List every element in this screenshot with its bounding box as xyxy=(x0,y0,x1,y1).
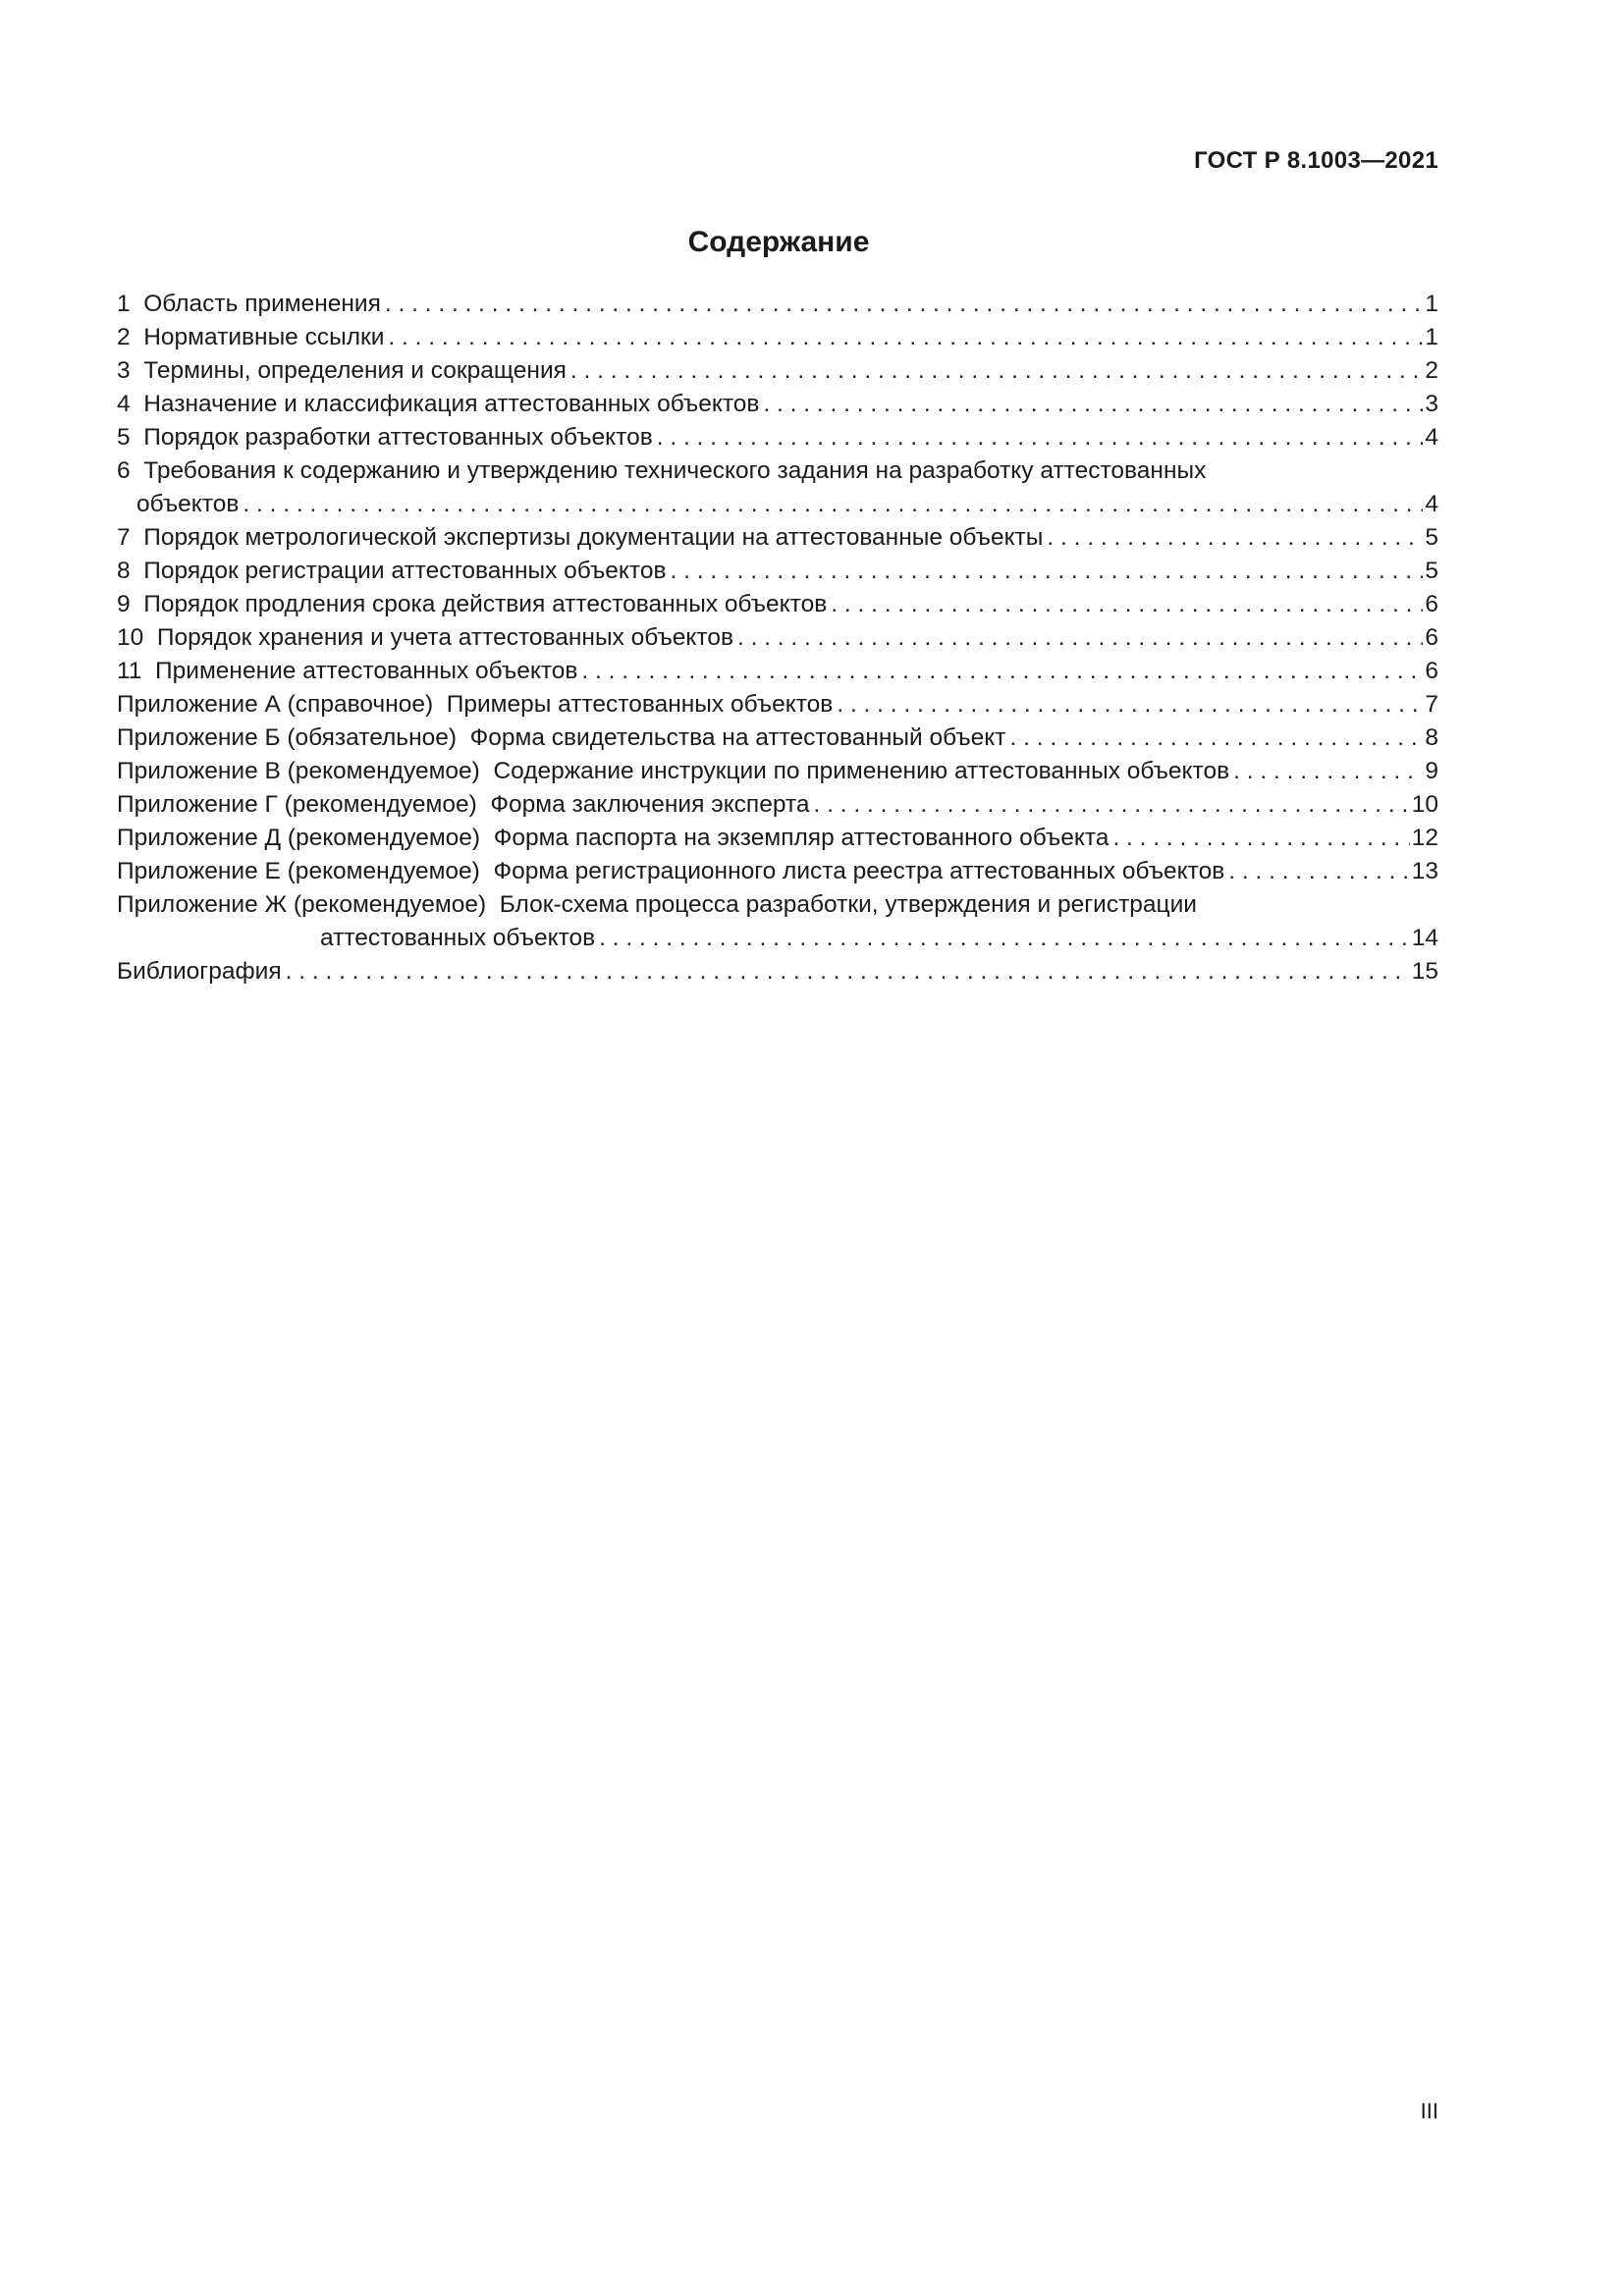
toc-leader-dots xyxy=(1010,721,1424,755)
toc-entry-appendix-first-line[interactable] xyxy=(117,888,1438,922)
toc-entry-page: 13 xyxy=(1411,858,1438,884)
toc-entry-first-line[interactable] xyxy=(117,454,1438,488)
toc-leader-dots xyxy=(286,955,1410,988)
toc-entry-continuation[interactable] xyxy=(117,922,1438,955)
toc-leader-dots xyxy=(671,555,1424,588)
toc-entry-label: 5 Порядок разработки аттестованных объектов xyxy=(117,424,653,451)
toc-entry-page: 15 xyxy=(1411,958,1438,985)
toc-entry-appendix[interactable] xyxy=(117,855,1438,888)
toc-entry-appendix[interactable] xyxy=(117,688,1438,721)
toc-entry[interactable] xyxy=(117,354,1438,388)
toc-entry-page: 6 xyxy=(1425,591,1438,617)
document-code: ГОСТ Р 8.1003—2021 xyxy=(1194,147,1438,174)
toc-entry-continuation[interactable] xyxy=(117,488,1438,521)
toc-entry-label: 4 Назначение и классификация аттестованных объектов xyxy=(117,391,760,417)
toc-leader-dots xyxy=(814,788,1410,822)
toc-leader-dots xyxy=(1112,822,1409,855)
toc-entry-label: Приложение А (справочное) Примеры аттестованных объектов xyxy=(117,691,834,718)
toc-entry-label: 10 Порядок хранения и учета аттестованных объектов xyxy=(117,624,733,651)
toc-entry-appendix[interactable] xyxy=(117,822,1438,855)
toc-leader-dots xyxy=(837,688,1423,721)
toc-title: Содержание xyxy=(687,226,870,258)
toc-leader-dots xyxy=(243,488,1423,521)
toc-entry-label: 11 Применение аттестованных объектов xyxy=(117,658,578,684)
toc-entry-page: 1 xyxy=(1425,291,1438,317)
toc-entry-appendix[interactable] xyxy=(117,755,1438,788)
toc-leader-dots xyxy=(657,421,1424,454)
toc-leader-dots xyxy=(570,354,1423,388)
toc-entry-page: 4 xyxy=(1425,491,1438,517)
toc-entry-label: 1 Область применения xyxy=(117,291,381,317)
toc-entry-page: 5 xyxy=(1425,558,1438,584)
toc-entry-label: Приложение Г (рекомендуемое) Форма заключения эксперта xyxy=(117,791,810,818)
toc-leader-dots xyxy=(1233,755,1423,788)
toc-entry-label: Приложение Ж (рекомендуемое) Блок-схема процесса разработки, утверждения и регистрации xyxy=(117,891,1197,918)
toc-entry-page: 7 xyxy=(1425,691,1438,718)
toc-entry[interactable] xyxy=(117,288,1438,321)
toc-entry-page: 12 xyxy=(1411,825,1438,851)
toc-entry-continuation-label: объектов xyxy=(136,491,240,517)
toc-entry-label: 7 Порядок метрологической экспертизы документации на аттестованные объекты xyxy=(117,524,1044,551)
toc-entry[interactable] xyxy=(117,588,1438,621)
toc-entry-label: Библиография xyxy=(117,958,282,985)
toc-entry[interactable] xyxy=(117,521,1438,555)
toc-entry-label: 9 Порядок продления срока действия аттестованных объектов xyxy=(117,591,828,617)
toc-leader-dots xyxy=(599,922,1410,955)
toc-entry[interactable] xyxy=(117,655,1438,688)
toc-entry[interactable] xyxy=(117,421,1438,454)
toc-entry-continuation-label: аттестованных объектов xyxy=(320,925,596,951)
toc-entry-label: Приложение Б (обязательное) Форма свидетельства на аттестованный объект xyxy=(117,724,1006,751)
toc-entry-page: 8 xyxy=(1425,724,1438,751)
toc-entry-page: 10 xyxy=(1411,791,1438,818)
toc-entry-page: 4 xyxy=(1425,424,1438,451)
toc-entry-label: Приложение Е (рекомендуемое) Форма регистрационного листа реестра аттестованных объектов xyxy=(117,858,1225,884)
toc-entry-label: 3 Термины, определения и сокращения xyxy=(117,357,567,384)
toc-leader-dots xyxy=(385,288,1423,321)
toc-entry-page: 9 xyxy=(1425,758,1438,784)
toc-entry[interactable] xyxy=(117,555,1438,588)
toc-entry[interactable] xyxy=(117,321,1438,354)
toc-entry-page: 6 xyxy=(1425,658,1438,684)
toc-entry[interactable] xyxy=(117,621,1438,655)
toc-entry-bibliography[interactable] xyxy=(117,955,1438,988)
toc-entry-label: 2 Нормативные ссылки xyxy=(117,324,385,350)
toc-leader-dots xyxy=(1228,855,1410,888)
page-number: III xyxy=(1420,2099,1438,2123)
toc-entry-label: 8 Порядок регистрации аттестованных объектов xyxy=(117,558,667,584)
toc-leader-dots xyxy=(831,588,1423,621)
toc-leader-dots xyxy=(763,388,1423,421)
toc-entry[interactable] xyxy=(117,388,1438,421)
toc-entry-page: 6 xyxy=(1425,624,1438,651)
toc-leader-dots xyxy=(1047,521,1423,555)
toc-entry-label: 6 Требования к содержанию и утверждению технического задания на разработку аттестованных xyxy=(117,457,1207,484)
toc-leader-dots xyxy=(581,655,1423,688)
toc-entry-appendix[interactable] xyxy=(117,721,1438,755)
toc-leader-dots xyxy=(388,321,1423,354)
toc-entry-page: 2 xyxy=(1425,357,1438,384)
toc-leader-dots xyxy=(737,621,1423,655)
toc-entry-page: 14 xyxy=(1411,925,1438,951)
toc-entry-page: 1 xyxy=(1425,324,1438,350)
toc-entry-appendix[interactable] xyxy=(117,788,1438,822)
toc-entry-label: Приложение Д (рекомендуемое) Форма паспорта на экземпляр аттестованного объекта xyxy=(117,825,1110,851)
toc-entry-label: Приложение В (рекомендуемое) Содержание инструкции по применению аттестованных объектов xyxy=(117,758,1230,784)
toc-entry-page: 5 xyxy=(1425,524,1438,551)
table-of-contents xyxy=(117,288,1438,988)
toc-entry-page: 3 xyxy=(1425,391,1438,417)
